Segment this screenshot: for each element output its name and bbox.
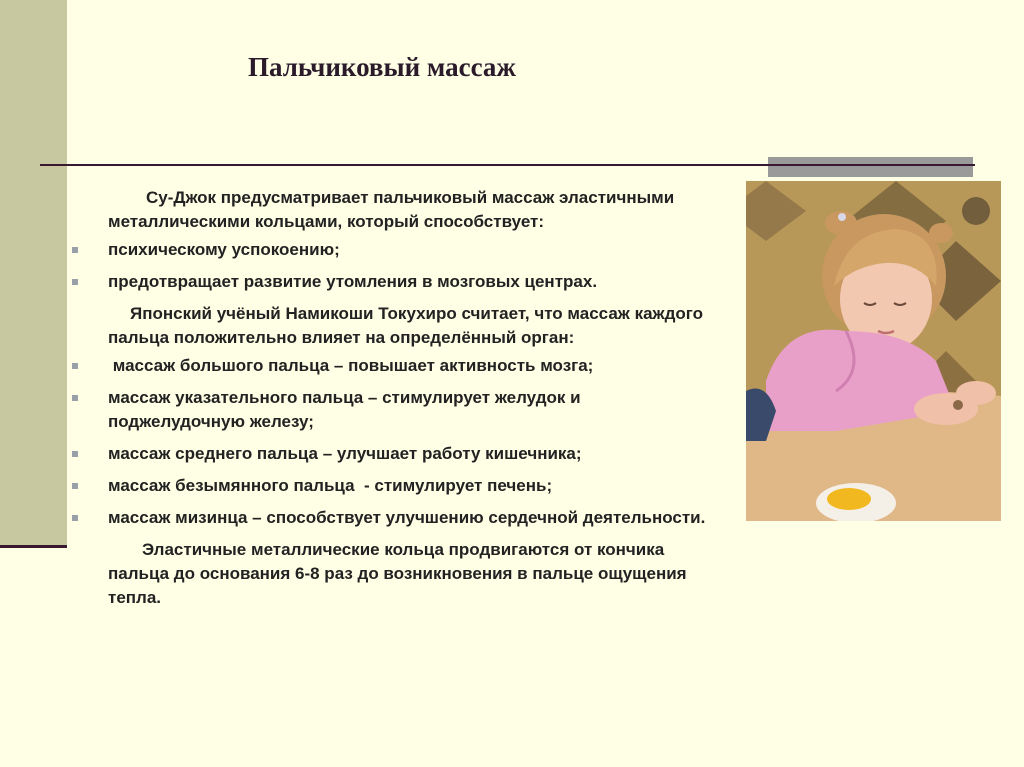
- slide-body: [68, 186, 708, 614]
- bullet-icon: [72, 515, 78, 521]
- list-item: [68, 474, 708, 498]
- list-item: [68, 238, 708, 262]
- list-item-text: массаж большого пальца – повышает активность мозга;: [108, 356, 594, 375]
- list-item: [68, 442, 708, 466]
- closing-paragraph: Эластичные металлические кольца продвигаются от кончика пальца до основания 6-8 раз до возникновения в пальце ощущения тепла.: [108, 540, 687, 607]
- list-item-text: массаж указательного пальца – стимулирует желудок и поджелудочную железу;: [108, 388, 581, 431]
- left-decor-band: [0, 0, 67, 548]
- bullet-icon: [72, 395, 78, 401]
- bullet-icon: [72, 483, 78, 489]
- list-item-text: психическому успокоению;: [108, 240, 340, 259]
- bullet-icon: [72, 451, 78, 457]
- bullet-icon: [72, 247, 78, 253]
- list-item-text: предотвращает развитие утомления в мозговых центрах.: [108, 272, 598, 291]
- girl-massage-photo: [746, 181, 1001, 521]
- slide-title: Пальчиковый массаж: [248, 52, 516, 82]
- theory-paragraph: Японский учёный Намикоши Токухиро считает, что массаж каждого пальца положительно влияет на определённый орган:: [108, 304, 704, 347]
- list-item-text: массаж безымянного пальца - стимулирует печень;: [108, 476, 553, 495]
- list-item: [68, 354, 708, 378]
- decor-gray-bar: [768, 157, 973, 177]
- list-item-text: массаж среднего пальца – улучшает работу кишечника;: [108, 444, 582, 463]
- left-decor-line: [0, 545, 67, 548]
- list-item-text: массаж мизинца – способствует улучшению сердечной деятельности.: [108, 508, 706, 527]
- intro-paragraph: Су-Джок предусматривает пальчиковый массаж эластичными металлическими кольцами, который способствует:: [108, 188, 675, 231]
- bullet-icon: [72, 363, 78, 369]
- list-item: [68, 506, 708, 530]
- bullet-icon: [72, 279, 78, 285]
- list-item: [68, 270, 708, 294]
- list-item: [68, 386, 708, 434]
